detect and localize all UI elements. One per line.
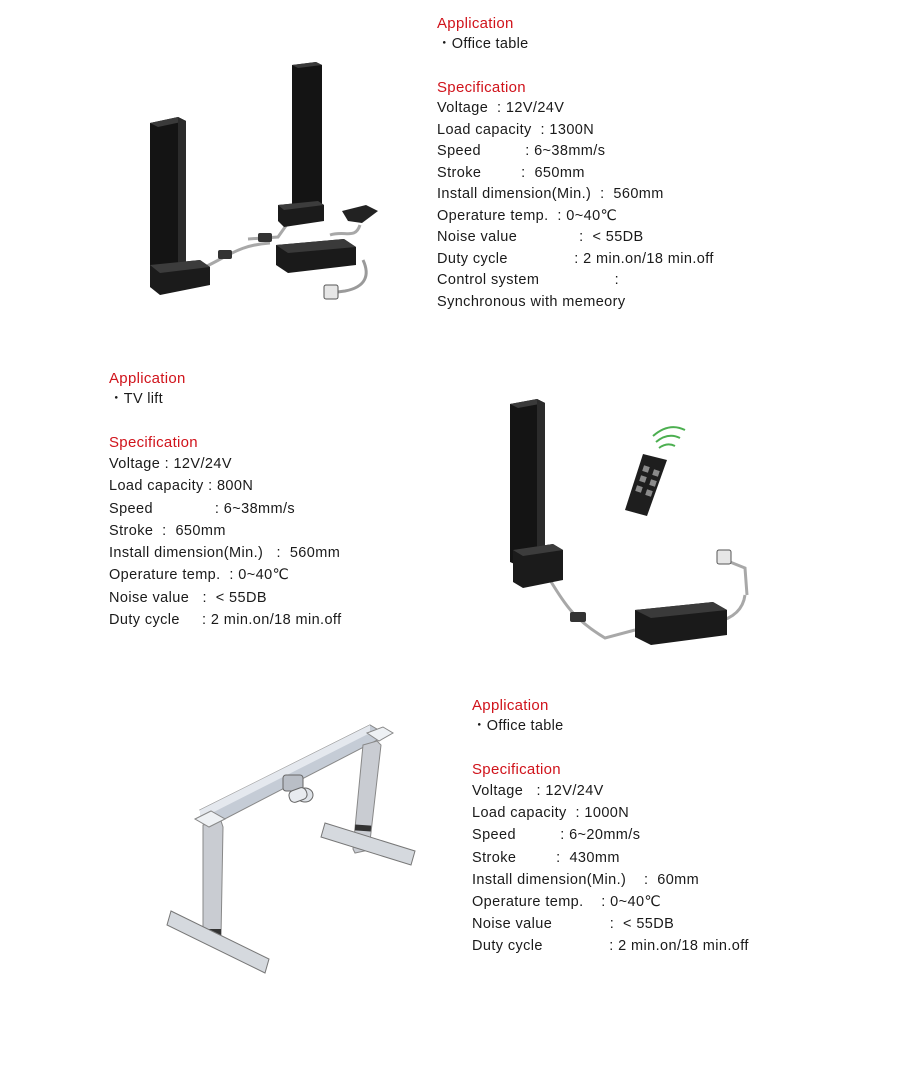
spec-speed: Speed : 6~20mm/s — [472, 827, 641, 844]
spec-operature-temp: Operature temp. : 0~40℃ — [472, 894, 662, 911]
spec-control-system: Control system : — [437, 272, 620, 288]
spec-stroke: Stroke : 650mm — [109, 522, 226, 539]
application-heading: Application — [472, 697, 549, 714]
spec-speed: Speed : 6~38mm/s — [437, 143, 606, 159]
hand-switch-icon — [342, 205, 378, 223]
spec-voltage: Voltage : 12V/24V — [472, 783, 604, 799]
spec-operature-temp: Operature temp. : 0~40℃ — [437, 207, 618, 224]
spec-operature-temp: Operature temp. : 0~40℃ — [109, 567, 290, 584]
spec-load-capacity: Load capacity : 800N — [109, 478, 254, 495]
specification-heading: Specification — [109, 434, 198, 451]
spec-noise-value: Noise value : < 55DB — [472, 916, 675, 933]
spec-duty-cycle: Duty cycle : 2 min.on/18 min.off — [472, 938, 749, 955]
spec-install-dimension: Install dimension(Min.) : 60mm — [472, 871, 700, 888]
power-plug-icon — [717, 550, 731, 564]
product-2-spec-block — [109, 368, 342, 631]
application-item: ・TV lift — [109, 391, 163, 407]
spec-install-dimension: Install dimension(Min.) : 560mm — [109, 545, 341, 562]
specification-heading: Specification — [437, 79, 526, 96]
spec-stroke: Stroke : 430mm — [472, 849, 620, 866]
application-heading: Application — [437, 15, 514, 32]
spec-speed: Speed : 6~38mm/s — [109, 500, 296, 517]
remote-control-icon — [625, 454, 667, 516]
application-item: ・Office table — [437, 36, 529, 52]
specification-heading: Specification — [472, 761, 561, 778]
spec-list — [109, 453, 342, 631]
spec-duty-cycle: Duty cycle : 2 min.on/18 min.off — [109, 612, 342, 629]
tv-lift-actuator-illustration — [495, 390, 760, 655]
application-item: ・Office table — [472, 718, 564, 734]
spec-list — [472, 780, 749, 958]
spec-noise-value: Noise value : < 55DB — [109, 589, 267, 606]
product-3-spec-block — [472, 695, 749, 958]
spec-duty-cycle: Duty cycle : 2 min.on/18 min.off — [437, 250, 714, 267]
spec-control-system-value: Synchronous with memeory — [437, 293, 626, 310]
wireless-signal-icon — [653, 427, 685, 448]
spec-voltage: Voltage : 12V/24V — [437, 100, 565, 116]
spec-voltage: Voltage : 12V/24V — [109, 456, 232, 472]
application-heading: Application — [109, 370, 186, 387]
motor-icon — [283, 775, 313, 804]
product-1-spec-block — [437, 13, 714, 313]
power-plug-icon — [324, 285, 338, 299]
table-frame-illustration — [165, 715, 420, 975]
spec-load-capacity: Load capacity : 1300N — [437, 121, 595, 138]
spec-noise-value: Noise value : < 55DB — [437, 229, 644, 245]
spec-install-dimension: Install dimension(Min.) : 560mm — [437, 186, 664, 202]
spec-list — [437, 98, 714, 313]
spec-load-capacity: Load capacity : 1000N — [472, 805, 630, 822]
spec-stroke: Stroke : 650mm — [437, 164, 585, 181]
dual-column-actuator-illustration — [130, 55, 390, 315]
